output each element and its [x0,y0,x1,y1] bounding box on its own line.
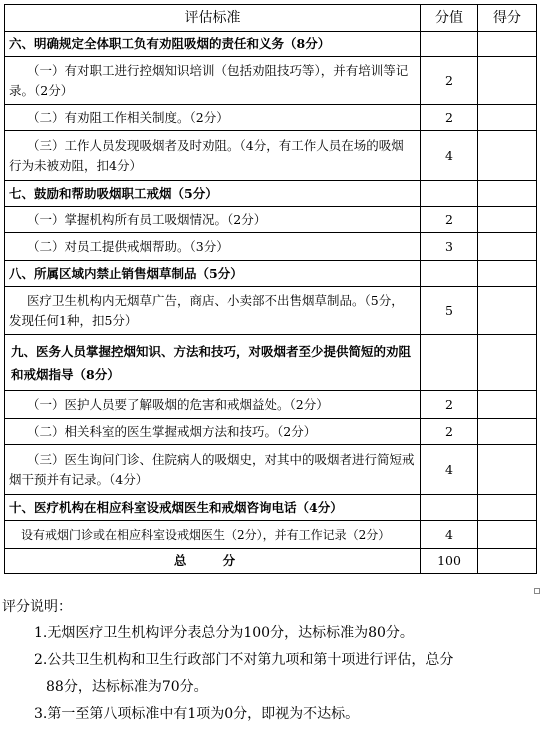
score-cell-empty [421,32,478,57]
obtained-cell[interactable] [478,207,537,233]
total-row [5,549,537,574]
score-value: 3 [421,233,478,261]
header-criteria: 评估标准 [5,5,421,32]
item-text: （一）医护人员要了解吸烟的危害和戒烟益处。（2分） [5,391,421,419]
table-row [5,207,537,233]
table-row [5,105,537,131]
section-row [5,32,537,57]
obtained-cell[interactable] [478,287,537,335]
section-row [5,181,537,207]
score-value: 2 [421,57,478,105]
score-value: 2 [421,419,478,445]
score-value: 2 [421,105,478,131]
total-score: 100 [421,549,478,574]
total-obtained-cell[interactable] [478,549,537,574]
scoring-notes [0,594,540,728]
section-title: 十、医疗机构在相应科室设戒烟医生和戒烟咨询电话（4分） [5,495,421,521]
table-row [5,287,537,335]
obtained-cell[interactable] [478,32,537,57]
score-cell-empty [421,181,478,207]
table-row [5,57,537,105]
score-value: 2 [421,207,478,233]
section-row [5,261,537,287]
section-title: 九、医务人员掌握控烟知识、方法和技巧，对吸烟者至少提供简短的劝阻和戒烟指导（8分） [5,335,421,391]
obtained-cell[interactable] [478,105,537,131]
notes-heading: 评分说明： [2,599,72,615]
header-score: 分值 [421,5,478,32]
total-label: 总 分 [5,549,421,574]
item-text: （三）工作人员发现吸烟者及时劝阻。（4分，有工作人员在场的吸烟行为未被劝阻，扣4分） [5,131,421,181]
note-item: 2.公共卫生机构和卫生行政部门不对第九项和第十项进行评估，总分 [34,652,454,668]
obtained-cell[interactable] [478,233,537,261]
obtained-cell[interactable] [478,495,537,521]
item-text: 设有戒烟门诊或在相应科室设戒烟医生（2分），并有工作记录（2分） [5,521,421,549]
score-value: 5 [421,287,478,335]
score-cell-empty [421,335,478,391]
score-value: 2 [421,391,478,419]
table-row [5,233,537,261]
table-row [5,391,537,419]
obtained-cell[interactable] [478,419,537,445]
obtained-cell[interactable] [478,181,537,207]
item-text: 医疗卫生机构内无烟草广告，商店、小卖部不出售烟草制品。（5分，发现任何1种，扣5分） [5,287,421,335]
item-text: （一）有对职工进行控烟知识培训（包括劝阻技巧等），并有培训等记录。（2分） [5,57,421,105]
score-cell-empty [421,495,478,521]
table-row [5,445,537,495]
obtained-cell[interactable] [478,335,537,391]
item-text: （一）掌握机构所有员工吸烟情况。（2分） [5,207,421,233]
table-header-row [5,5,537,32]
note-item: 1.无烟医疗卫生机构评分表总分为100分，达标标准为80分。 [34,625,414,641]
table-row [5,131,537,181]
score-cell-empty [421,261,478,287]
section-row [5,495,537,521]
score-value: 4 [421,131,478,181]
section-title: 八、所属区域内禁止销售烟草制品（5分） [5,261,421,287]
obtained-cell[interactable] [478,261,537,287]
item-text: （三）医生询问门诊、住院病人的吸烟史，对其中的吸烟者进行简短戒烟干预并有记录。（4分） [5,445,421,495]
obtained-cell[interactable] [478,57,537,105]
evaluation-table [4,4,537,574]
table-row [5,521,537,549]
section-row [5,335,537,391]
note-item-continued: 88分，达标标准为70分。 [46,679,208,695]
score-value: 4 [421,521,478,549]
note-item: 3.第一至第八项标准中有1项为0分，即视为不达标。 [34,706,360,722]
header-obtained: 得分 [478,5,537,32]
obtained-cell[interactable] [478,131,537,181]
section-title: 七、鼓励和帮助吸烟职工戒烟（5分） [5,181,421,207]
item-text: （二）有劝阻工作相关制度。（2分） [5,105,421,131]
obtained-cell[interactable] [478,521,537,549]
section-title: 六、明确规定全体职工负有劝阻吸烟的责任和义务（8分） [5,32,421,57]
item-text: （二）对员工提供戒烟帮助。（3分） [5,233,421,261]
obtained-cell[interactable] [478,391,537,419]
item-text: （二）相关科室的医生掌握戒烟方法和技巧。（2分） [5,419,421,445]
score-value: 4 [421,445,478,495]
obtained-cell[interactable] [478,445,537,495]
table-row [5,419,537,445]
